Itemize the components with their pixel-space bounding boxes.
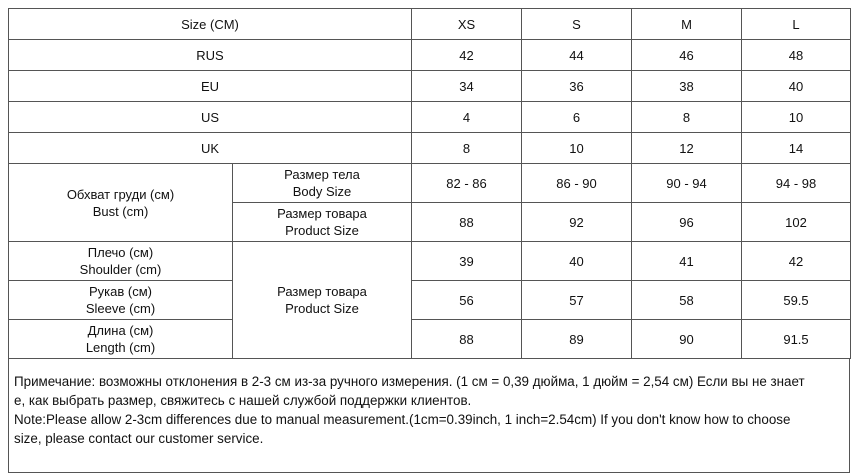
table-cell: 89 [522,320,632,359]
note-ru-line-1: Примечание: возможны отклонения в 2-3 см из-за ручного измерения. (1 см = 0,39 дюйма, 1 дюйм = 2,54 см) Если вы не знает [14,374,805,389]
table-cell: 36 [522,71,632,102]
length-label-en: Length (cm) [85,340,156,355]
row-label-us: US [9,102,412,133]
table-row-us [9,102,851,133]
size-header-s: S [522,9,632,40]
table-cell: 88 [412,203,522,242]
row-label-eu: EU [9,71,412,102]
note-en-line-2: size, please contact our customer service. [14,431,264,446]
sleeve-label-en: Sleeve (cm) [85,301,156,316]
size-header-m: M [632,9,742,40]
bust-label-en: Bust (cm) [92,203,149,219]
table-cell: 57 [522,281,632,320]
table-cell: 38 [632,71,742,102]
shoulder-label-ru: Плечо (см) [87,245,154,260]
table-cell: 82 - 86 [412,164,522,203]
table-cell: 42 [742,242,851,281]
shoulder-label-en: Shoulder (cm) [79,262,162,277]
size-header-l: L [742,9,851,40]
sleeve-label-ru: Рукав (см) [89,284,152,299]
table-cell: 40 [522,242,632,281]
table-cell: 4 [412,102,522,133]
table-cell: 96 [632,203,742,242]
table-cell: 6 [522,102,632,133]
row-label-uk: UK [9,133,412,164]
table-cell: 86 - 90 [522,164,632,203]
table-row-length [9,320,851,359]
bust-product-size-label [233,203,412,242]
table-cell: 10 [522,133,632,164]
bust-label [9,164,233,242]
size-header-label: Size (CM) [9,9,412,40]
table-cell: 42 [412,40,522,71]
table-cell: 91.5 [742,320,851,359]
bust-product-size-label-en: Product Size [285,223,359,238]
bust-label-ru: Обхват груди (см) [66,186,175,202]
note-ru-line-2: е, как выбрать размер, свяжитесь с нашей службой поддержки клиентов. [14,393,472,408]
table-cell: 90 - 94 [632,164,742,203]
product-size-label-ru: Размер товара [277,284,367,299]
measurement-note [8,359,850,473]
row-label-rus: RUS [9,40,412,71]
body-size-label-ru: Размер тела [284,167,360,182]
header-row [9,9,851,40]
table-cell: 8 [632,102,742,133]
table-cell: 46 [632,40,742,71]
product-size-label [233,242,412,359]
table-row-bust-body [9,164,851,203]
table-cell: 40 [742,71,851,102]
body-size-label-en: Body Size [292,184,352,199]
length-label-ru: Длина (см) [87,323,154,338]
table-cell: 34 [412,71,522,102]
table-cell: 88 [412,320,522,359]
shoulder-label [9,242,233,281]
size-chart [8,8,850,473]
product-size-label-en: Product Size [285,301,359,316]
body-size-label [233,164,412,203]
table-cell: 102 [742,203,851,242]
table-cell: 41 [632,242,742,281]
table-cell: 56 [412,281,522,320]
table-cell: 48 [742,40,851,71]
table-cell: 10 [742,102,851,133]
table-row-uk [9,133,851,164]
table-cell: 8 [412,133,522,164]
table-row-rus [9,40,851,71]
table-cell: 94 - 98 [742,164,851,203]
sleeve-label [9,281,233,320]
table-row-sleeve [9,281,851,320]
table-cell: 59.5 [742,281,851,320]
table-cell: 44 [522,40,632,71]
table-cell: 12 [632,133,742,164]
table-cell: 92 [522,203,632,242]
bust-product-size-label-ru: Размер товара [277,206,367,221]
table-cell: 90 [632,320,742,359]
table-cell: 39 [412,242,522,281]
table-cell: 58 [632,281,742,320]
table-row-eu [9,71,851,102]
size-header-xs: XS [412,9,522,40]
table-cell: 14 [742,133,851,164]
note-en-line-1: Note:Please allow 2-3cm differences due to manual measurement.(1cm=0.39inch, 1 inch=2.54cm) If you don't know how to choose [14,412,791,427]
table-row-shoulder [9,242,851,281]
size-table [8,8,851,359]
length-label [9,320,233,359]
